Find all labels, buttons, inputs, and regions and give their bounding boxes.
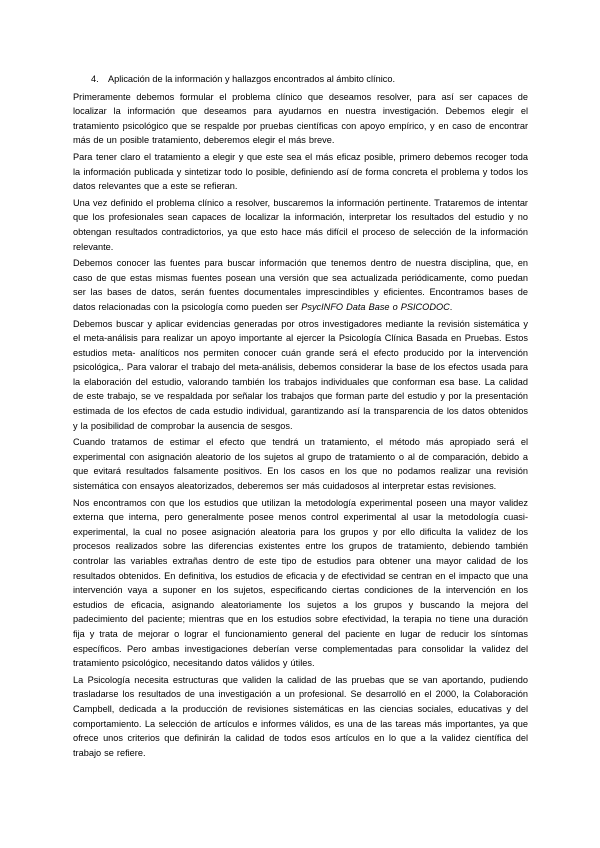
paragraph-text: Primeramente debemos formular el problema clínico que deseamos resolver, para así ser capaces de localizar la información que deseamos para ayudarnos en nuestra investigación. Debemos elegir el tratamiento psicológico que se respalde por pruebas científicas con apoyo empírico, y en caso de encontrar más de un posible tratamiento, deberemos elegir el más breve.	[73, 91, 528, 146]
paragraph-text: Para tener claro el tratamiento a elegir y que este sea el más eficaz posible, primero debemos recoger toda la información publicada y sintetizar todo lo posible, definiendo así de forma concreta el problema y todos los datos relevantes que a este se refieran.	[73, 151, 528, 192]
paragraph-end: .	[449, 301, 453, 312]
paragraph-5	[73, 317, 528, 434]
section-number: 4.	[91, 74, 99, 84]
paragraph-2	[73, 150, 528, 194]
section-heading	[73, 72, 528, 87]
paragraph-text: Nos encontramos con que los estudios que utilizan la metodología experimental poseen una mayor validez externa que interna, pero generalmente posee menos control experimental al usar la metodología cuasi-experimental, la cual no posee asignación aleatoria para los grupos y por ello dificulta la validez de los procesos realizados sobre las diferencias existentes entre los grupos de tratamiento, debiendo también controlar las variables extrañas dentro de este tipo de estudios para obtener una mayor calidad de los resultados obtenidos. En definitiva, los estudios de eficacia y de efectividad se centran en el impacto que una intervención vaya a suponer en los sujetos, especificando ciertas condiciones de la intervención en los estudios de eficacia, asignando aleatoriamente los sujetos a los grupos y buscando la mejora del padecimiento del paciente; mientras que en los estudios sobre efectividad, la terapia no tiene una duración fija y trata de mejorar o lograr el funcionamiento general del paciente en lugar de reducir los síntomas específicos. Pero ambas investigaciones deberían verse complementadas para consolidar la validez del tratamiento psicológico, necesitando datos válidos y útiles.	[73, 497, 528, 669]
paragraph-3	[73, 196, 528, 254]
paragraph-7	[73, 496, 528, 671]
paragraph-text: Cuando tratamos de estimar el efecto que tendrá un tratamiento, el método más apropiado será el experimental con asignación aleatorio de los sujetos al grupo de tratamiento o al de comparación, debido a que evitará resultados falsamente positivos. En los casos en los que no podamos realizar una revisión sistemática con ensayos aleatorizados, deberemos ser más cuidadosos al interpretar estas revisiones.	[73, 437, 528, 492]
document-page	[73, 72, 528, 762]
paragraph-6	[73, 435, 528, 493]
paragraph-text: La Psicología necesita estructuras que validen la calidad de las pruebas que se van aportando, pudiendo trasladarse los resultados de una investigación a un profesional. Se desarrolló en el 2000, la Colaboración Campbell, dedicada a la producción de revisiones sistemáticas en las ciencias sociales, educativas y del comportamiento. La selección de artículos e informes válidos, es una de las tareas más importantes, ya que ofrece unos criterios que definirán la calidad de todos esos artículos en lo que a la validez científica del trabajo se refiere.	[73, 674, 528, 758]
section-title: Aplicación de la información y hallazgos encontrados al ámbito clínico.	[108, 74, 396, 84]
paragraph-4	[73, 256, 528, 314]
paragraph-text: Debemos buscar y aplicar evidencias generadas por otros investigadores mediante la revisión sistemática y el meta-análisis para realizar un apoyo importante al ejercer la Psicología Clínica Basada en Pruebas. Estos estudios meta- analíticos nos permiten conocer cuán grande será el efecto producido por la intervención psicológica,. Para valorar el trabajo del meta-análisis, debemos considerar la base de los efectos usada para la elaboración del estudio, valorando también los trabajos individuales que conforman esa base. La calidad de este trabajo, se ve respaldada por señalar los trabajos que forman parte del estudio y por la presentación estimada de los efectos de cada estudio individual, garantizando así la transparencia de los datos obtenidos y la posibilidad de comprobar la ausencia de sesgos.	[73, 318, 528, 431]
paragraph-text: Debemos conocer las fuentes para buscar información que tenemos dentro de nuestra disciplina, que, en caso de que estas mismas fuentes posean una versión que sea actualizada periódicamente, como puedan ser las bases de datos, serán fuentes documentales imprescindibles y eficientes. Encontramos bases de datos relacionadas con la psicología como pueden ser	[73, 258, 528, 312]
paragraph-8	[73, 673, 528, 761]
database-names: PsycINFO Data Base o PSICODOC	[301, 301, 450, 312]
paragraph-text: Una vez definido el problema clínico a resolver, buscaremos la información pertinente. Trataremos de intentar que los profesionales sean capaces de localizar la información, interpretar los resultados del estudio y no obtengan resultados contradictorios, ya que esto hace más difícil el proceso de selección de la información relevante.	[73, 197, 528, 252]
paragraph-1	[73, 90, 528, 148]
